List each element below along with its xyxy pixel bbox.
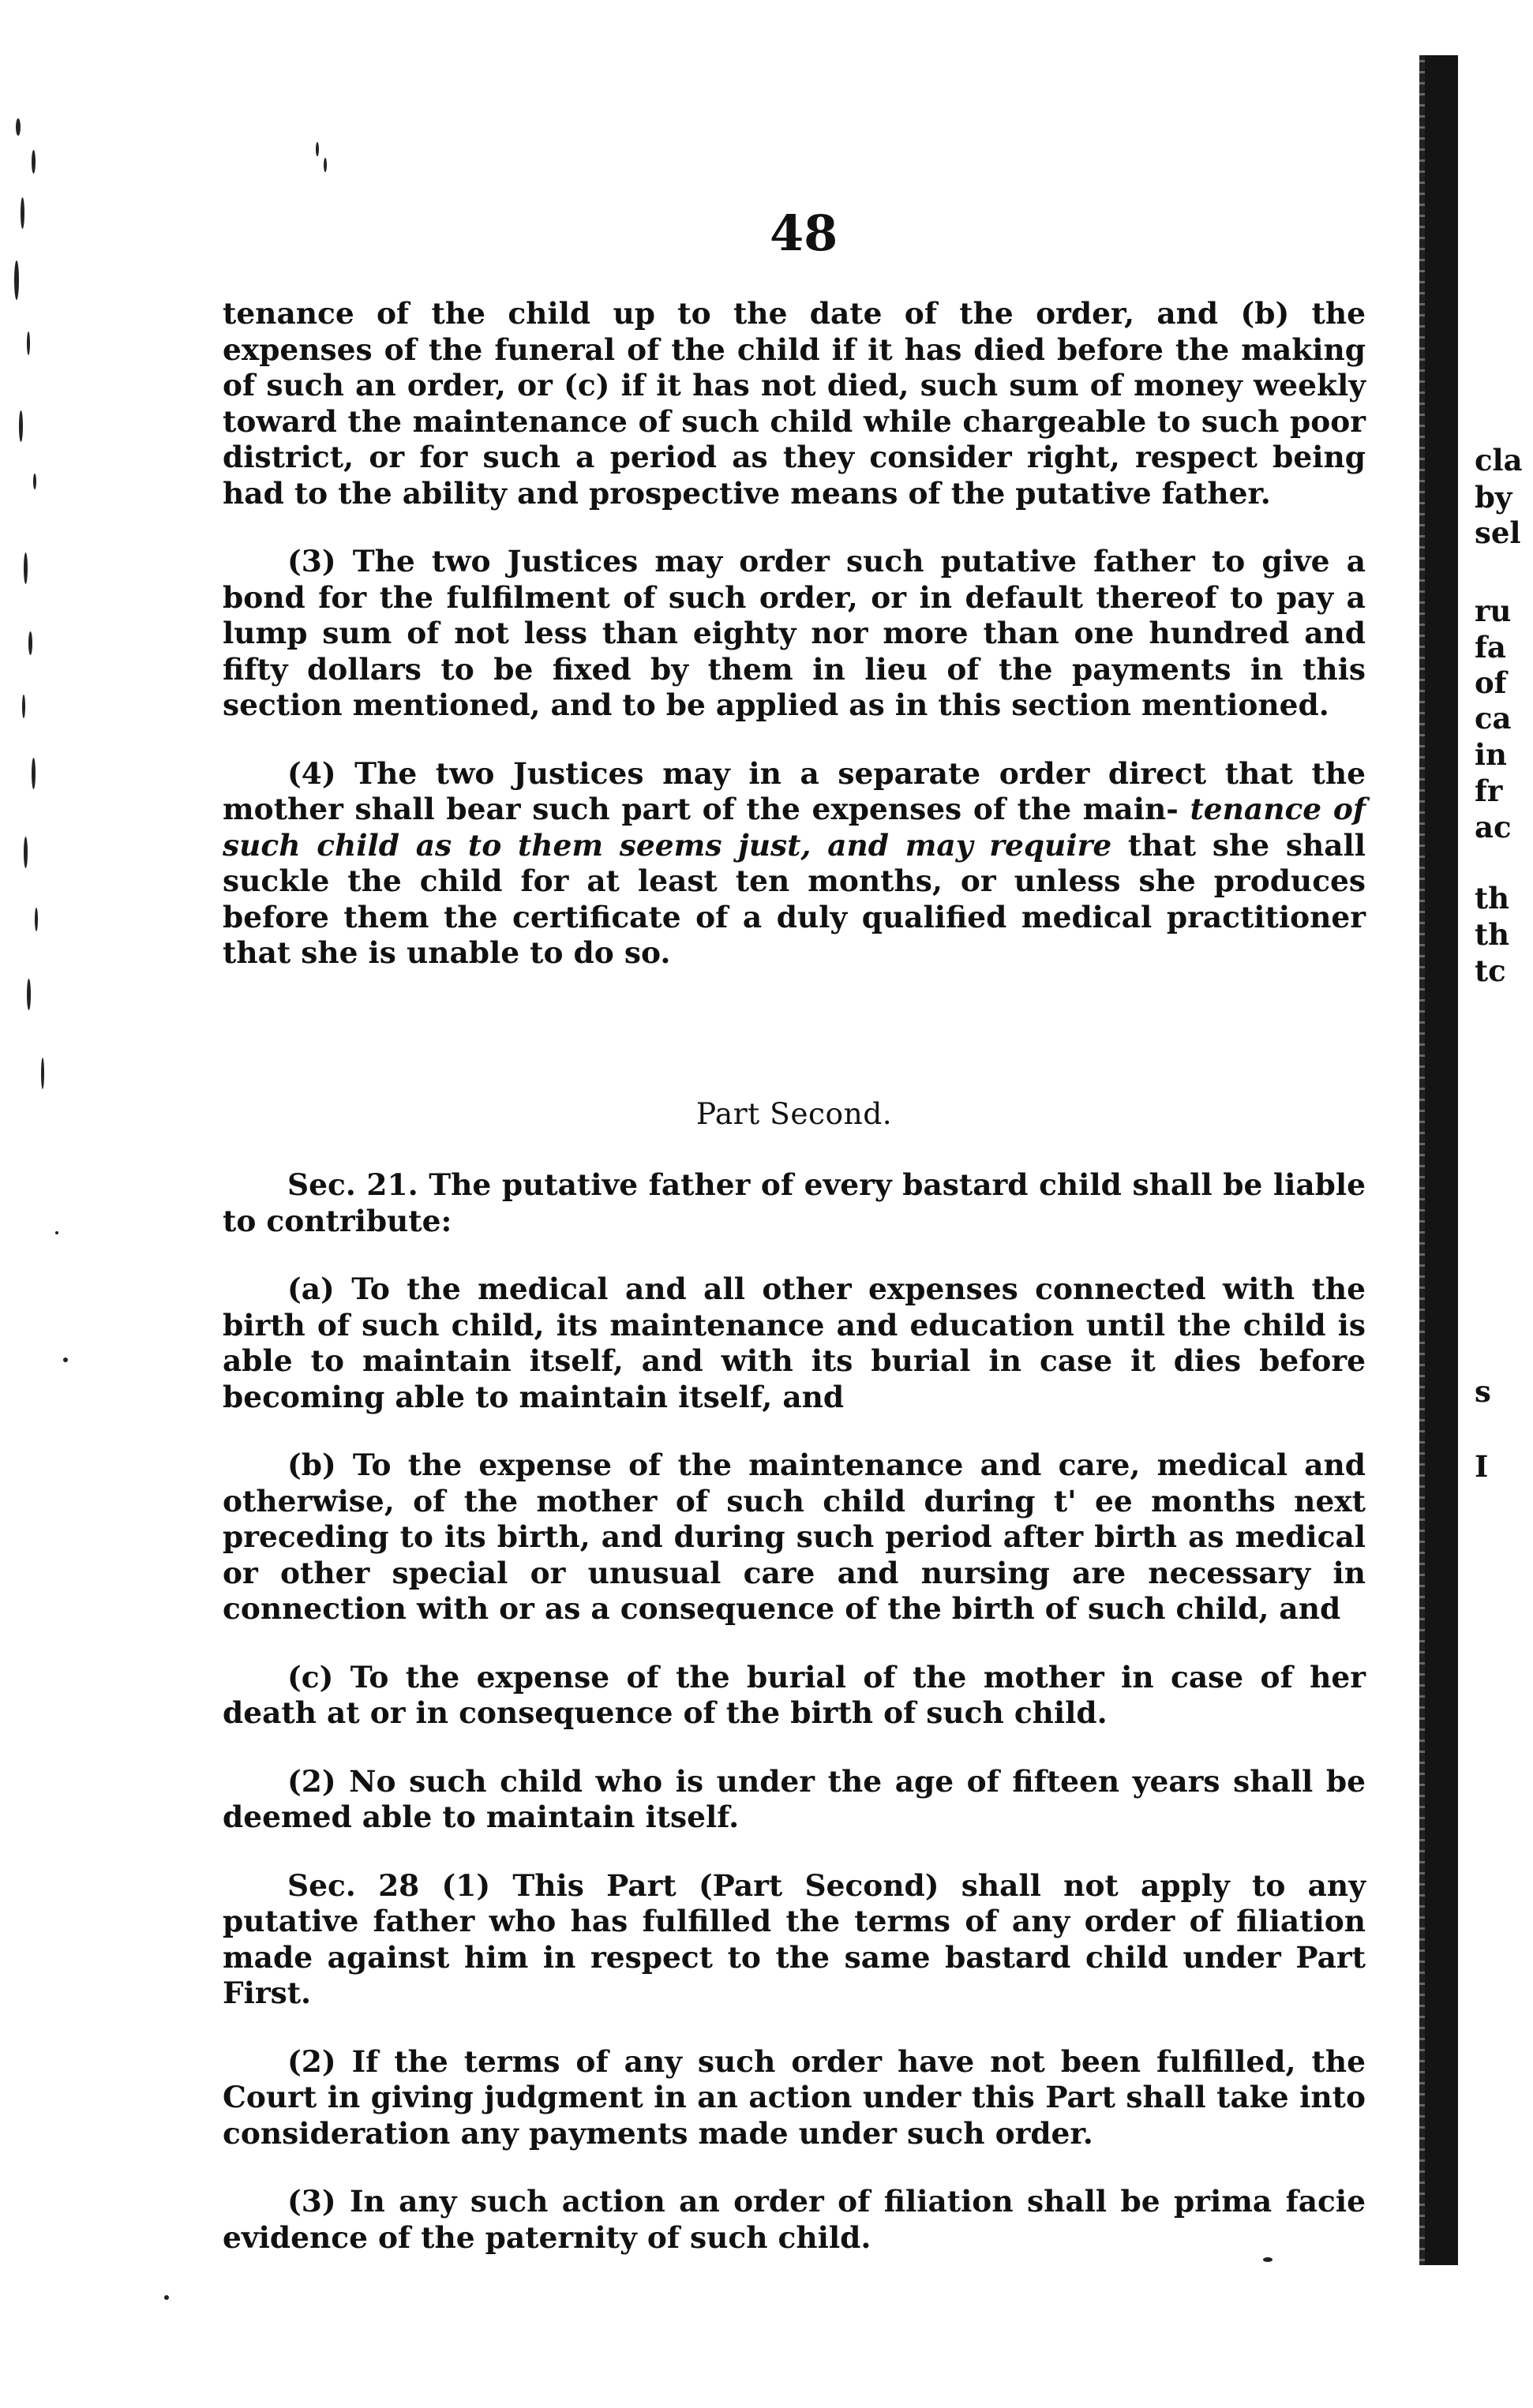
scan-speck xyxy=(27,331,30,355)
scan-speck xyxy=(24,837,28,868)
facing-page-text: s xyxy=(1475,1374,1491,1409)
scan-speck xyxy=(63,1358,68,1362)
facing-page-text: th xyxy=(1475,917,1509,952)
paragraph-sec-28-2: (2) If the terms of any such order have not been fulfilled, the Court in giving judgment in an action under this Part shall take into consideration any payments made under such order. xyxy=(223,2043,1366,2151)
scan-speck xyxy=(316,142,319,156)
page-body xyxy=(223,296,1366,2288)
paragraph-continued: tenance of the child up to the date of the order, and (b) the expenses of the funeral of the child if it has died before the making of such an order, or (c) if it has not died, such sum of money weekly toward the maintenance of such child while chargeable to such poor district, or for such a period as they consider right, respect being had to the ability and prospective means of the putative father. xyxy=(223,296,1366,511)
facing-page-text: ru xyxy=(1475,594,1512,628)
paragraph-item-c: (c) To the expense of the burial of the mother in case of her death at or in consequence of the birth of such child. xyxy=(223,1659,1366,1730)
paragraph-item-a: (a) To the medical and all other expenses connected with the birth of such child, its maintenance and education until the child is able to maintain itself, and with its burial in case it dies before becoming able to maintain itself, and xyxy=(223,1271,1366,1414)
facing-page-text: sel xyxy=(1475,515,1521,550)
facing-page-text: of xyxy=(1475,665,1507,700)
paragraph-sub-4 xyxy=(223,756,1366,972)
scan-speck xyxy=(24,552,28,584)
facing-page-text: ca xyxy=(1475,701,1512,736)
scan-speck xyxy=(32,150,36,174)
facing-page-text: tc xyxy=(1475,953,1506,988)
scan-speck xyxy=(55,1231,58,1234)
scan-speck xyxy=(32,758,36,789)
page-number: 48 xyxy=(770,204,838,262)
paragraph-sub-3: (3) The two Justices may order such putative father to give a bond for the fulfilment of such order, or in default thereof to pay a lump sum of not less than eighty nor more than one hundred and fifty dollars to be fixed by them in lieu of the payments in this section mentioned, and to be applied as in this section mentioned. xyxy=(223,544,1366,722)
scan-speck xyxy=(22,695,25,718)
scan-speck xyxy=(28,631,32,655)
paragraph-sec-28-3: (3) In any such action an order of filiation shall be prima facie evidence of the paternity of such child. xyxy=(223,2184,1366,2255)
paragraph-sub-4-a: (4) The two Justices may in a separate order direct that the mother shall bear such part of the expenses of the main- xyxy=(223,755,1366,826)
paragraph-sub-4-italic: tenance of such child as to them seems just, and may require xyxy=(223,792,1366,863)
scan-speck xyxy=(19,410,23,442)
binding-gutter xyxy=(1425,55,1458,2265)
scan-speck xyxy=(1263,2257,1273,2262)
facing-page-text: fr xyxy=(1475,773,1503,808)
scan-speck xyxy=(324,158,327,172)
paragraph-sub-4-c: that she shall suckle the child for at least ten months, or unless she produces before them the certificate of a duly qualified medical practitioner that she is unable to do so. xyxy=(223,827,1366,970)
facing-page-text: in xyxy=(1475,737,1507,772)
facing-page-text: fa xyxy=(1475,630,1506,665)
section-heading: Part Second. xyxy=(695,1095,893,1131)
facing-page-text: th xyxy=(1475,881,1509,916)
scan-speck xyxy=(33,474,36,489)
facing-page-text: ac xyxy=(1475,810,1512,844)
scan-speck xyxy=(21,197,24,229)
facing-page-text: by xyxy=(1475,480,1512,515)
facing-page-text: I xyxy=(1475,1449,1489,1484)
scan-speck xyxy=(41,1058,44,1089)
paragraph-sec-21: Sec. 21. The putative father of every bastard child shall be liable to contribute: xyxy=(223,1167,1366,1238)
facing-page-text: cla xyxy=(1475,443,1523,477)
scan-speck xyxy=(14,260,19,300)
paragraph-item-b: (b) To the expense of the maintenance and care, medical and otherwise, of the mother of such child during t' ee months next preceding to its birth, and during such period after birth as medical or other special or unusual care and nursing are necessary in connection with or as a consequence of the birth of such child, and xyxy=(223,1447,1366,1626)
paragraph-sub-2: (2) No such child who is under the age of fifteen years shall be deemed able to maintain itself. xyxy=(223,1763,1366,1834)
paragraph-sec-28: Sec. 28 (1) This Part (Part Second) shall not apply to any putative father who has fulfilled the terms of any order of filiation made against him in respect to the same bastard child under Part First. xyxy=(223,1867,1366,2010)
scan-speck xyxy=(164,2295,169,2300)
scan-speck xyxy=(16,118,21,136)
scan-speck xyxy=(27,979,31,1010)
scan-speck xyxy=(35,908,38,931)
